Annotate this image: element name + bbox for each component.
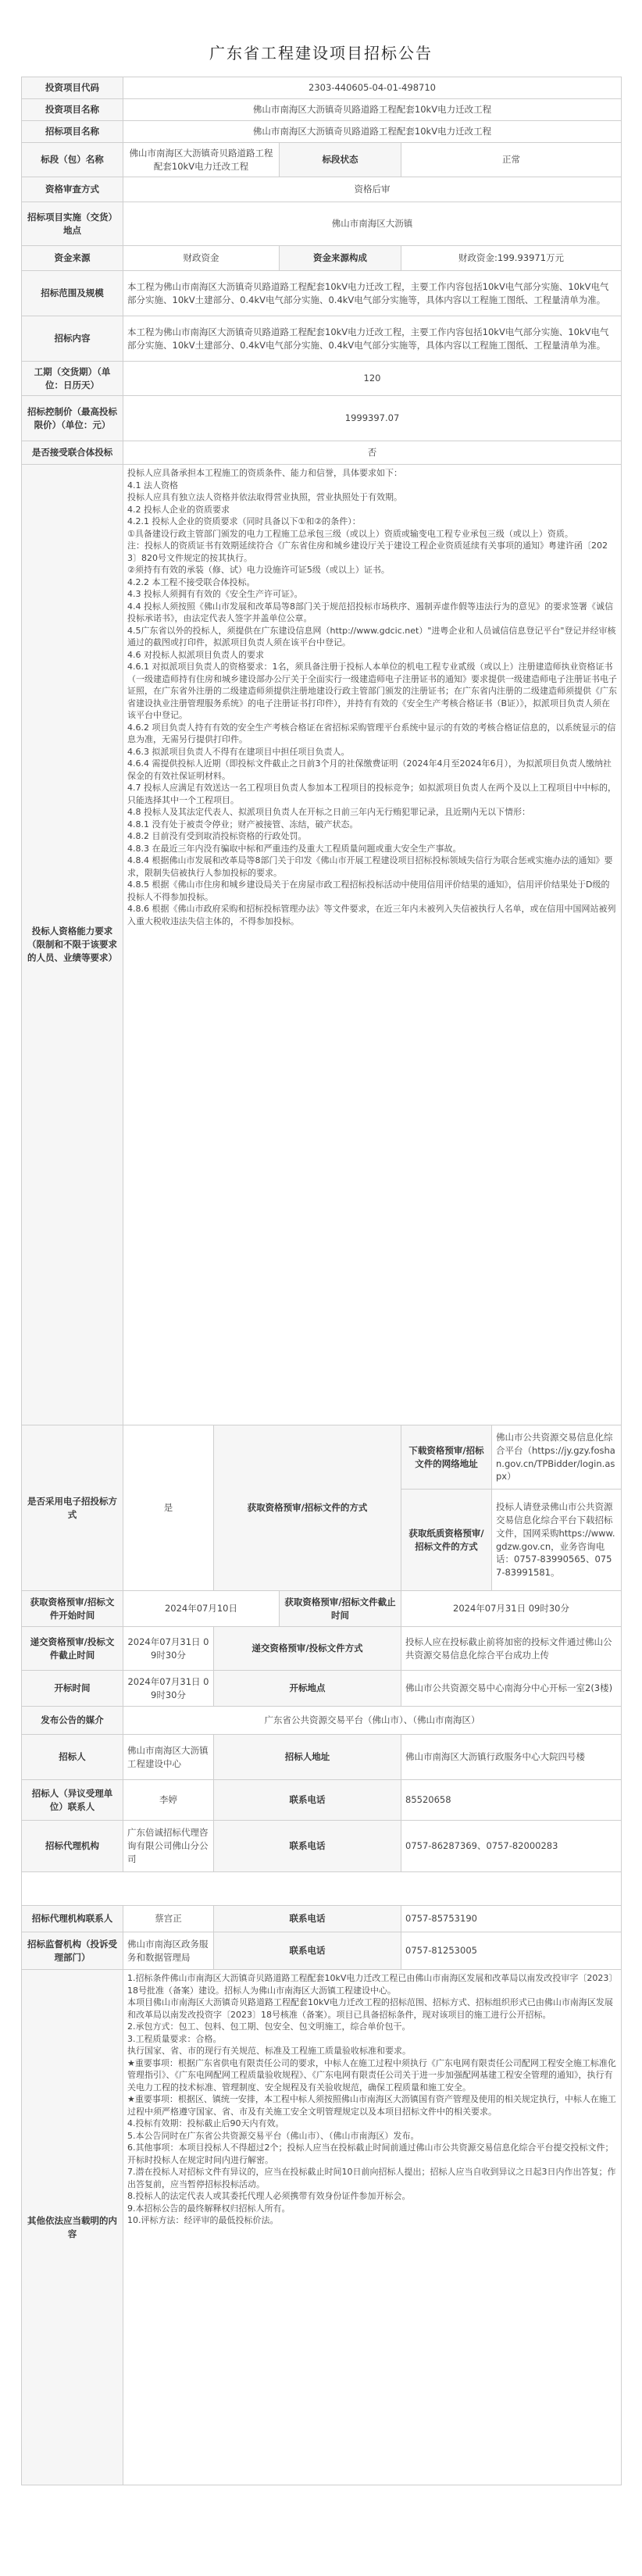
consortium-label: 是否接受联合体投标 bbox=[22, 441, 123, 465]
contact-value: 李婷 bbox=[123, 1780, 214, 1821]
funding-composition-label: 资金来源构成 bbox=[280, 246, 401, 271]
open-place-label: 开标地点 bbox=[214, 1671, 401, 1707]
obtain-start-label: 获取资格预审/招标文件开始时间 bbox=[22, 1591, 123, 1627]
supervision-phone-label: 联系电话 bbox=[214, 1932, 401, 1970]
scale-value: 本工程为佛山市南海区大沥镇奇贝路道路工程配套10kV电力迁改工程，主要工作内容包括10kV电气部分实施、10kV电气部分实施、10kV土建部分、0.4kV电气部分实施、0.4kV电气部分实施等，具体内容以工程施工图纸、工程量清单为准。 bbox=[123, 271, 622, 316]
other-text: 1.招标条件佛山市南海区大沥镇奇贝路道路工程配套10kV电力迁改工程已由佛山市南海区发展和改革局以南发改投审字〔2023〕18号批准（备案）建设。招标人为佛山市南海区大沥镇工程建设中心。 本项目佛山市南海区大沥镇奇贝路道路工程配套10kV电力迁改工程的招标范围、招标方式、招标组织形式已由佛山市南海区发展和改革局以南发改投资字〔2023〕18号核准（备案）。项目已具备招标条件，现对该项目的施工进行公开招标。 2.承包方式：包工、包料、包工期、包安全、包文明施工，综合单价包干。 3.工程质量要求：合格。 执行国家、省、市的现行有关规范、标准及工程施工质量验收标准和要求。 ★重要事项：根据广东省供电有限责任公司的要求，中标人在施工过程中须执行《广东电网有限责任公司配网工程安全施工标准化管理指引》、《广东电网配网工程质量验收规程》、《广东电网有限责任公司关于进一步加强配网基建工程安全管理的通知》，执行有关电力工程的技术标准、管理制度、安全规程及有关验收规范，确保工程质量和施工安全。 ★重要事项：根据区、镇统一安排，本工程中标人须按照佛山市南海区大沥镇国有资产管理及使用的相关规定执行，中标人在施工过程中须严格遵守国家、省、市及有关施工安全文明管理规定以及本项目招标文件中的相关要求。 4.投标有效期：投标截止后90天内有效。 5.本公告同时在广东省公共资源交易平台（佛山市）、（佛山市南海区）发布。 6.其他事项：本项目投标人不得超过2个；投标人应当在投标截止时间前通过佛山市公共资源交易信息化综合平台提交投标文件；开标时投标人在规定时间内进行解密。 7.潜在投标人对招标文件有异议的，应当在投标截止时间10日前向招标人提出；招标人应当自收到异议之日起3日内作出答复；作出答复前，应当暂停招标投标活动。 8.投标人的法定代表人或其委托代理人必须携带有效身份证件参加开标会。 9.本招标公告的最终解释权归招标人所有。 10.评标方法：经评审的最低投标价法。 bbox=[127, 1973, 616, 2225]
obtain-end-value: 2024年07月31日 09时30分 bbox=[401, 1591, 622, 1627]
section-status-label: 标段状态 bbox=[280, 143, 401, 177]
content-value: 本工程为佛山市南海区大沥镇奇贝路道路工程配套10kV电力迁改工程，主要工作内容包括10kV电气部分实施、10kV电气部分实施、10kV土建部分、0.4kV电气部分实施、0.4kV电气部分实施等，具体内容以工程施工图纸、工程量清单为准。 bbox=[123, 316, 622, 362]
contact-phone-label: 联系电话 bbox=[214, 1780, 401, 1821]
funding-source-value: 财政资金 bbox=[123, 246, 280, 271]
requirements-text: 投标人应具备承担本工程施工的资质条件、能力和信誉，具体要求如下： 4.1 法人资格 投标人应具有独立法人资格并依法取得营业执照，营业执照处于有效期。 4.2 投标人企业的资质要求 4.2.1 投标人企业的资质要求（同时具备以下①和②的条件）： ①具备建设行政主管部门颁发的电力工程施工总承包三级（或以上）资质或输变电工程专业承包三级（或以上）资质。 注：投标人的资质证书有效期延续符合《广东省住房和城乡建设厅关于建设工程企业资质延续有关事项的通知》粤建许函〔2023〕820号文件规定的按其执行。 ②须持有有效的承装（修、试）电力设施许可证5级（或以上）证书。 4.2.2 本工程不接受联合体投标。 4.3 投标人须拥有有效的《安全生产许可证》。 4.4 投标人须按照《佛山市发展和改革局等8部门关于规范招投标市场秩序、遏制弄虚作假等违法行为的意见》的要求签署《诚信投标承诺书》，由法定代表人签字并盖单位公章。 4.5广东省以外的投标人，须提供在广东建设信息网（http://www.gdcic.net）"进粤企业和人员诚信信息登记平台"登记并经审核通过的截图或打印件，拟派项目负责人须在该平台中登记。 4.6 对投标人拟派项目负责人的要求 4.6.1 对拟派项目负责人的资格要求：1名，须具备注册于投标人本单位的机电工程专业贰级（或以上）注册建造师执业资格证书（一级建造师持有住房和城乡建设部办公厅关于全面实行一级建造师电子注册证书的通知》要求提供一级建造师电子注册证书电子证照，在广东省外注册的二级建造师须提供注册地建设行政主管部门颁发的注册证书；在广东省内注册的二级建造师须提供《广东省建设执业注册管理服务系统》的电子注册证书打印件），并持有有效的《安全生产考核合格证书（B证）》，拟派项目负责人须在该平台中登记。 4.6.2 项目负责人持有有效的安全生产考核合格证在省招标采购管理平台系统中显示的有效的考核合格证信息的，以系统显示的信息为准，无需另行提供打印件。 4.6.3 拟派项目负责人不得有在建项目中担任项目负责人。 4.6.4 需提供投标人近期（即投标文件截止之日前3个月的社保缴费证明（2024年4月至2024年6月），为拟派项目负责人缴纳社保金的有效社保证明材料。 4.7 投标人应满足有效送达一名工程项目负责人参加本工程项目的投标竞争；如拟派项目负责人在两个及以上工程项目中中标的，只能选择其中一个工程项目。 4.8 投标人及其法定代表人、拟派项目负责人在开标之日前三年内无行贿犯罪记录，且近期内无以下情形： 4.8.1 没有处于被责令停业；财产被接管、冻结，破产状态。 4.8.2 目前没有受到取消投标资格的行政处罚。 4.8.3 在最近三年内没有骗取中标和严重违约及重大工程质量问题或重大安全生产事故。 4.8.4 根据佛山市发展和改革局等8部门关于印发《佛山市开展工程建设项目招标投标领域失信行为联合惩戒实施办法的通知》要求，限制失信被执行人参加投标的要求。 4.8.5 根据《佛山市住房和城乡建设局关于在房屋市政工程招标投标活动中使用信用评价结果的通知》，信用评价结果处于D级的投标人不得参加投标。 4.8.6 根据《佛山市政府采购和招标投标管理办法》等文件要求，在近三年内未被列入失信被执行人名单，或在信用中国网站被列入重大税收违法失信主体的，不得参加投标。 bbox=[127, 468, 617, 926]
agent-contact-value: 蔡宫正 bbox=[123, 1906, 214, 1932]
project-name-value: 佛山市南海区大沥镇奇贝路道路工程配套10kV电力迁改工程 bbox=[123, 99, 622, 121]
open-time-value: 2024年07月31日 09时30分 bbox=[123, 1671, 214, 1707]
agent-value: 广东倍诚招标代理咨询有限公司佛山分公司 bbox=[123, 1821, 214, 1872]
electronic-label: 是否采用电子招投标方式 bbox=[22, 1425, 123, 1591]
tenderer-address-value: 佛山市南海区大沥镇行政服务中心大院四号楼 bbox=[401, 1735, 622, 1780]
submit-method-label: 递交资格预审/投标文件方式 bbox=[214, 1627, 401, 1671]
funding-composition-value: 财政资金:199.93971万元 bbox=[401, 246, 622, 271]
deadline-label: 递交资格预审/投标文件截止时间 bbox=[22, 1627, 123, 1671]
tender-project-name-value: 佛山市南海区大沥镇奇贝路道路工程配套10kV电力迁改工程 bbox=[123, 121, 622, 143]
electronic-value: 是 bbox=[123, 1425, 214, 1591]
agent-contact-phone-value: 0757-85753190 bbox=[401, 1906, 622, 1932]
paper-method-label: 获取纸质资格预审/招标文件的方式 bbox=[401, 1490, 492, 1591]
tenderer-label: 招标人 bbox=[22, 1735, 123, 1780]
requirements-label: 投标人资格能力要求（限制和不限于该要求的人员、业绩等要求） bbox=[22, 465, 123, 1425]
period-label: 工期（交货期）（单位：日历天） bbox=[22, 362, 123, 396]
media-label: 发布公告的媒介 bbox=[22, 1707, 123, 1735]
agent-contact-label: 招标代理机构联系人 bbox=[22, 1906, 123, 1932]
section-status-value: 正常 bbox=[401, 143, 622, 177]
download-address-value[interactable]: 佛山市公共资源交易信息化综合平台（https://jy.gzy.foshan.gov.cn/TPBidder/login.aspx） bbox=[492, 1425, 622, 1490]
project-code-label: 投资项目代码 bbox=[22, 77, 123, 99]
media-value: 广东省公共资源交易平台（佛山市）、（佛山市南海区） bbox=[123, 1707, 622, 1735]
section-label: 标段（包）名称 bbox=[22, 143, 123, 177]
section-value: 佛山市南海区大沥镇奇贝路道路工程配套10kV电力迁改工程 bbox=[123, 143, 280, 177]
other-label: 其他依法应当载明的内容 bbox=[22, 1970, 123, 2485]
tenderer-address-label: 招标人地址 bbox=[214, 1735, 401, 1780]
consortium-value: 否 bbox=[123, 441, 622, 465]
supervision-label: 招标监督机构（投诉受理部门） bbox=[22, 1932, 123, 1970]
download-address-label: 下载资格预审/招标文件的网络地址 bbox=[401, 1425, 492, 1490]
deadline-value: 2024年07月31日 09时30分 bbox=[123, 1627, 214, 1671]
project-code-value: 2303-440605-04-01-498710 bbox=[123, 77, 622, 99]
obtain-start-value: 2024年07月10日 bbox=[123, 1591, 280, 1627]
scale-label: 招标范围及规模 bbox=[22, 271, 123, 316]
project-name-label: 投资项目名称 bbox=[22, 99, 123, 121]
agent-contact-phone-label: 联系电话 bbox=[214, 1906, 401, 1932]
contact-label: 招标人（异议受理单位）联系人 bbox=[22, 1780, 123, 1821]
max-price-value: 1999397.07 bbox=[123, 396, 622, 441]
agent-phone-label: 联系电话 bbox=[214, 1821, 401, 1872]
period-value: 120 bbox=[123, 362, 622, 396]
funding-source-label: 资金来源 bbox=[22, 246, 123, 271]
max-price-label: 招标控制价（最高投标限价）（单位：元） bbox=[22, 396, 123, 441]
tender-project-name-label: 招标项目名称 bbox=[22, 121, 123, 143]
open-place-value: 佛山市公共资源交易中心南海分中心开标一室2(3楼) bbox=[401, 1671, 622, 1707]
submit-method-value: 投标人应在投标截止前将加密的投标文件通过佛山公共资源交易信息化综合平台成功上传 bbox=[401, 1627, 622, 1671]
paper-method-value: 投标人请登录佛山市公共资源交易信息化综合平台下载招标文件，国网采购https://www.gdzw.gov.cn，业务咨询电话：0757-83990565、0757-83991581。 bbox=[492, 1490, 622, 1591]
contact-phone-value: 85520658 bbox=[401, 1780, 622, 1821]
agent-label: 招标代理机构 bbox=[22, 1821, 123, 1872]
content-label: 招标内容 bbox=[22, 316, 123, 362]
page-title: 广东省工程建设项目招标公告 bbox=[209, 44, 433, 62]
agent-phone-value: 0757-86287369、0757-82000283 bbox=[401, 1821, 622, 1872]
supervision-phone-value: 0757-81253005 bbox=[401, 1932, 622, 1970]
qualification-label: 资格审查方式 bbox=[22, 177, 123, 202]
supervision-value: 佛山市南海区政务服务和数据管理局 bbox=[123, 1932, 214, 1970]
announcement-table bbox=[21, 77, 622, 2485]
tenderer-value: 佛山市南海区大沥镇工程建设中心 bbox=[123, 1735, 214, 1780]
obtain-end-label: 获取资格预审/招标文件截止时间 bbox=[280, 1591, 401, 1627]
obtain-method-label: 获取资格预审/招标文件的方式 bbox=[214, 1425, 401, 1591]
qualification-value: 资格后审 bbox=[123, 177, 622, 202]
location-value: 佛山市南海区大沥镇 bbox=[123, 202, 622, 246]
open-time-label: 开标时间 bbox=[22, 1671, 123, 1707]
location-label: 招标项目实施（交货）地点 bbox=[22, 202, 123, 246]
